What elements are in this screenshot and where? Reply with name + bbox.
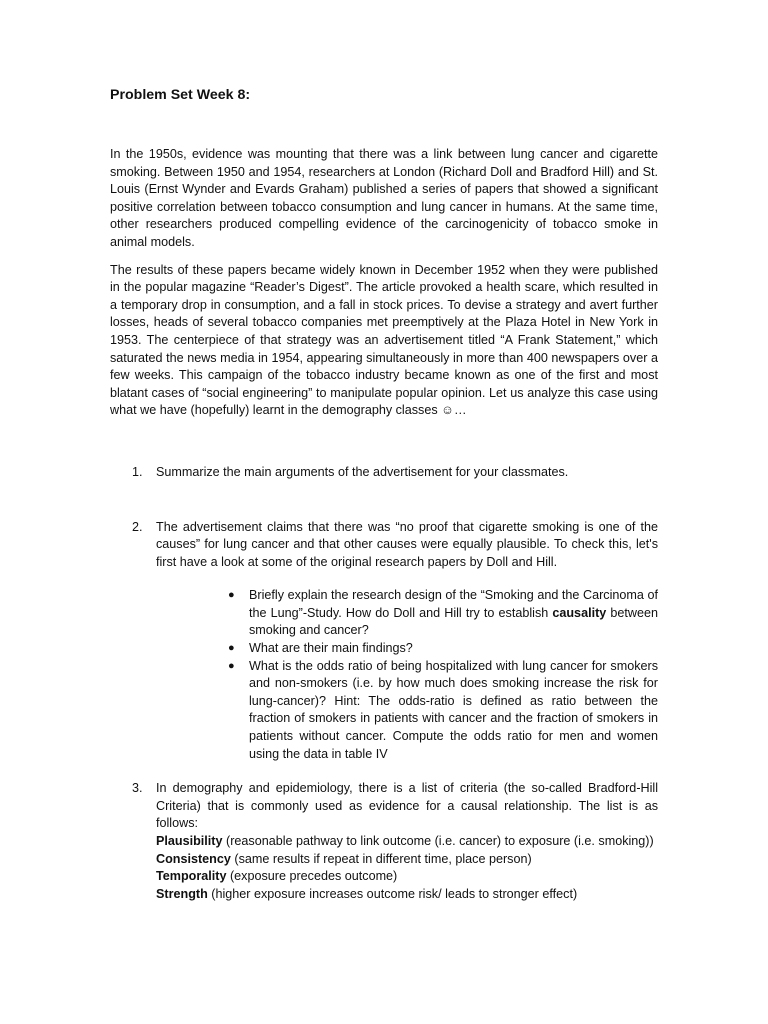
criterion-desc: (exposure precedes outcome): [226, 869, 398, 884]
question-item-3: [110, 780, 658, 903]
criterion-consistency: [156, 851, 658, 869]
criterion-term: Consistency: [156, 851, 231, 866]
question-list: [110, 464, 658, 903]
criterion-desc: (reasonable pathway to link outcome (i.e. cancer) to exposure (i.e. smoking)): [222, 834, 654, 848]
question-item-1: [110, 464, 658, 482]
context-paragraph: The results of these papers became widely known in December 1952 when they were published in the popular magazine “Reader’s Digest”. The article provoked a health scare, which resulted in a temporary drop in consumption, and a fall in stock prices. To devise a strategy and avert further losses, heads of several tobacco companies met preemptively at the Plaza Hotel in New York in 1953. The centerpiece of that strategy was an advertisement titled “A Frank Statement,” which saturated the news media in 1954, appearing simultaneously in more than 400 newspapers over a few weeks. This campaign of the tobacco industry became known as one of the first and most blatant cases of “social engineering” to manipulate popular opinion. Let us analyze this case using what we have (hopefully) learnt in the demography classes ☺…: [110, 262, 658, 418]
criterion-term: Temporality: [156, 869, 227, 884]
question-text: Summarize the main arguments of the advertisement for your classmates.: [156, 464, 569, 479]
bullet-icon: ●: [228, 659, 235, 672]
criterion-desc: (higher exposure increases outcome risk/ leads to stronger effect): [207, 886, 578, 901]
criterion-term: Strength: [156, 886, 208, 901]
question-number: 1.: [132, 464, 143, 479]
bullet-icon: ●: [228, 589, 235, 602]
question-item-2: [110, 519, 658, 764]
criterion-term: Plausibility: [156, 834, 223, 848]
bullet-icon: ●: [228, 642, 235, 655]
criterion-desc: (same results if repeat in different time, place person): [230, 851, 532, 866]
sub-question-text: What is the odds ratio of being hospitalized with lung cancer for smokers and non-smokers (i.e. by how much does smoking increase the risk for lung-cancer)? Hint: The odds-ratio is defined as ratio between the fraction of smokers in patients with cancer and the fraction of smokers in patients without cancer. Compute the odds ratio for men and women using the data in table IV: [249, 658, 658, 761]
intro-paragraph: In the 1950s, evidence was mounting that there was a link between lung cancer and cigarette smoking. Between 1950 and 1954, researchers at London (Richard Doll and Bradford Hill) and St. Louis (Ernst Wynder and Evards Graham) published a series of papers that showed a significant positive correlation between tobacco consumption and lung cancer in humans. At the same time, other researchers produced compelling evidence of the carcinogenicity of tobacco smoke in animal models.: [110, 147, 658, 249]
criterion-plausibility: [156, 833, 658, 851]
question-text: In demography and epidemiology, there is a list of criteria (the so-called Bradford-Hill Criteria) that is commonly used as evidence for a causal relationship. The list is as follows:: [156, 781, 658, 831]
question-number: 3.: [132, 781, 143, 796]
sub-question-item: [228, 658, 658, 764]
page-title: Problem Set Week 8:: [110, 87, 251, 103]
question-text: The advertisement claims that there was “no proof that cigarette smoking is one of the causes” for lung cancer and that other causes were equally plausible. To check this, let's first have a look at some of the original research papers by Doll and Hill.: [156, 519, 658, 569]
sub-question-item: [228, 640, 658, 658]
question-number: 2.: [132, 519, 143, 534]
sub-question-list: [156, 587, 658, 763]
sub-question-text: What are their main findings?: [249, 641, 413, 656]
sub-question-text-end: between smoking and cancer?: [249, 605, 658, 638]
sub-question-item: [228, 587, 658, 640]
document-page: [110, 86, 658, 903]
causality-term: causality: [552, 605, 607, 620]
criterion-strength: [156, 886, 658, 904]
sub-question-text: Briefly explain the research design of the “Smoking and the Carcinoma of the Lung”-Study. How do Doll and Hill try to establish: [249, 588, 658, 620]
criterion-temporality: [156, 868, 658, 886]
